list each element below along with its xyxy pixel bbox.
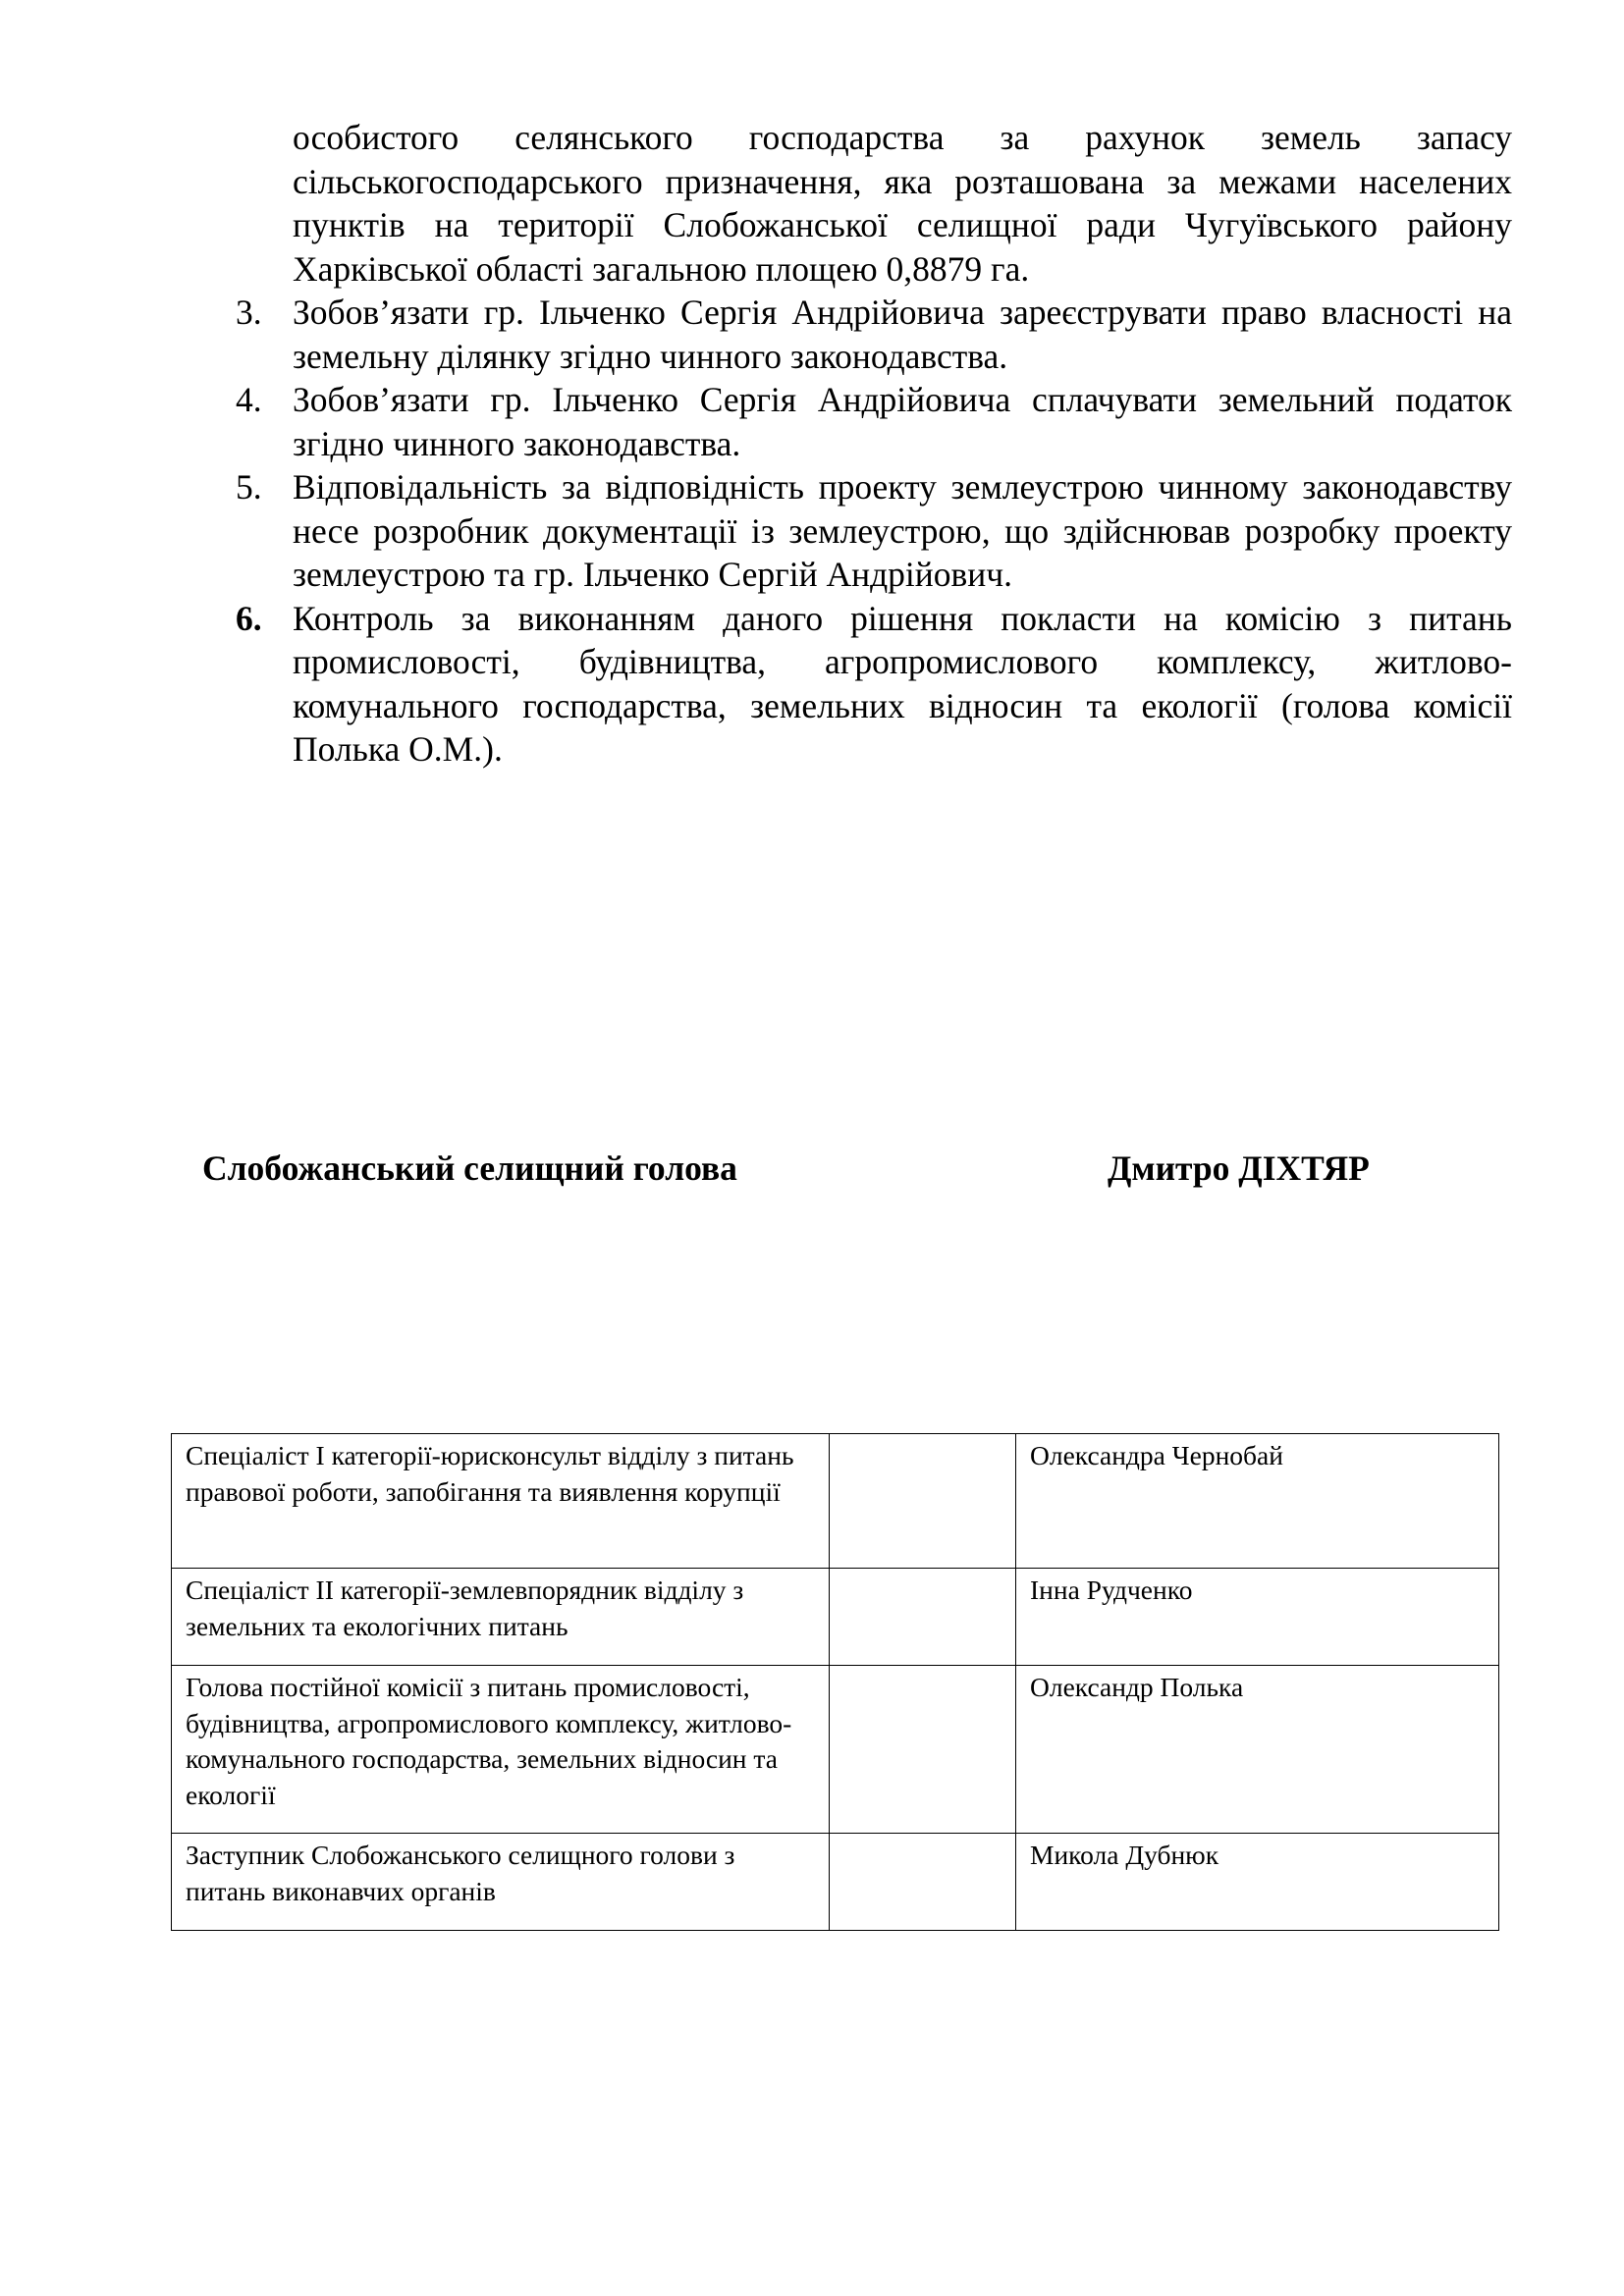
resolution-item-3 [236, 291, 1512, 378]
item-number: 6. [236, 598, 262, 638]
item-text: Зобов’язати гр. Ільченко Сергія Андрійовича зареєструвати право власності на земельну ділянку згідно чинного законодавства. [293, 293, 1512, 376]
approval-table [171, 1433, 1499, 1931]
table-row [172, 1569, 1499, 1666]
approver-position: Голова постійної комісії з питань промисловості, будівництва, агропромислового комплексу, житлово-комунального господарства, земельних відносин та екології [172, 1666, 830, 1834]
approver-position: Заступник Слобожанського селищного голови з питань виконавчих органів [172, 1834, 830, 1931]
table-row [172, 1434, 1499, 1569]
approver-position: Спеціаліст ІІ категорії-землевпорядник відділу з земельних та екологічних питань [172, 1569, 830, 1666]
item-text: Контроль за виконанням даного рішення покласти на комісію з питань промисловості, будівництва, агропромислового комплексу, житлово-комунального господарства, земельних відносин та екології (голова комісії Полька О.М.). [293, 598, 1512, 769]
signatory-name: Дмитро ДІХТЯР [1108, 1148, 1370, 1188]
table-row [172, 1666, 1499, 1834]
approver-name: Олександр Полька [1016, 1666, 1499, 1834]
item-number: 5. [236, 467, 262, 507]
resolution-item-2-continuation [236, 116, 1512, 291]
item-number: 4. [236, 380, 262, 419]
approver-position: Спеціаліст І категорії-юрисконсульт відділу з питань правової роботи, запобігання та виявлення корупції [172, 1434, 830, 1569]
resolution-item-5 [236, 465, 1512, 597]
item-number: 3. [236, 293, 262, 332]
item-text: Відповідальність за відповідність проекту землеустрою чинному законодавству несе розробник документації із землеустрою, що здійснював розробку проекту землеустрою та гр. Ільченко Сергій Андрійович. [293, 467, 1512, 594]
table-row [172, 1834, 1499, 1931]
resolution-item-6 [236, 597, 1512, 772]
item-text: особистого селянського господарства за рахунок земель запасу сільськогосподарського призначення, яка розташована за межами населених пунктів на території Слобожанської селищної ради Чугуївського району Харківської області загальною площею 0,8879 га. [293, 118, 1512, 289]
approver-signature-cell [830, 1434, 1016, 1569]
approver-signature-cell [830, 1666, 1016, 1834]
approver-name: Інна Рудченко [1016, 1569, 1499, 1666]
approver-name: Микола Дубнюк [1016, 1834, 1499, 1931]
item-text: Зобов’язати гр. Ільченко Сергія Андрійовича сплачувати земельний податок згідно чинного законодавства. [293, 380, 1512, 463]
resolution-items [236, 116, 1512, 772]
signatory-title: Слобожанський селищний голова [202, 1148, 737, 1188]
approver-name: Олександра Чернобай [1016, 1434, 1499, 1569]
approver-signature-cell [830, 1834, 1016, 1931]
approver-signature-cell [830, 1569, 1016, 1666]
resolution-item-4 [236, 378, 1512, 465]
